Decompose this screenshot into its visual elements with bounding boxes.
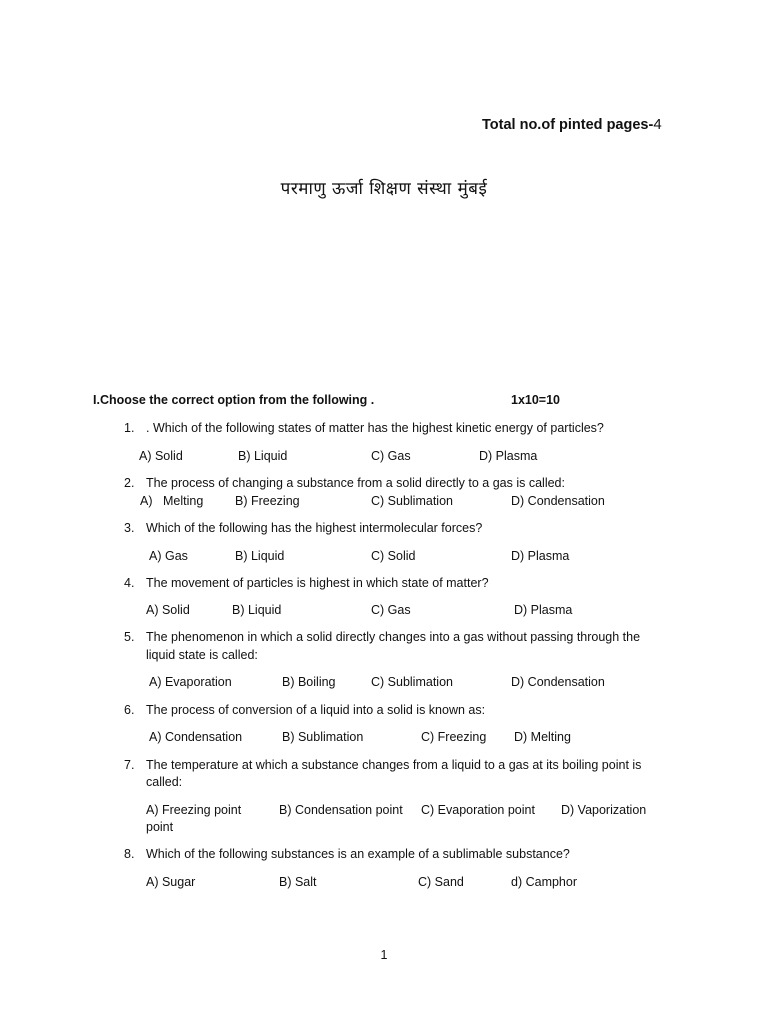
option: point [146,820,174,834]
question-text: liquid state is called: [146,648,258,662]
question-number: 5. [124,630,135,644]
option: B) Sublimation [282,730,364,744]
option: A) [140,494,153,508]
question-number: 2. [124,476,135,490]
option: D) Plasma [514,603,573,617]
option: B) Freezing [235,494,300,508]
question-number: 4. [124,576,135,590]
question-text: The temperature at which a substance changes from a liquid to a gas at its boiling point is [146,758,642,772]
question-number: 1. [124,421,135,435]
option: C) Freezing [421,730,487,744]
question-number: 3. [124,521,135,535]
option: A) Sugar [146,875,196,889]
option: A) Gas [149,549,188,563]
institution-name: परमाणु ऊर्जा शिक्षण संस्था मुंबई [280,179,488,199]
question-number: 8. [124,847,135,861]
option: B) Liquid [232,603,282,617]
option: D) Vaporization [561,803,647,817]
option: d) Camphor [511,875,577,889]
question-text: The phenomenon in which a solid directly changes into a gas without passing through the [146,630,641,644]
option: C) Sublimation [371,494,453,508]
section-marks: 1x10=10 [511,393,561,407]
question-number: 7. [124,758,135,772]
option: A) Condensation [149,730,243,744]
option: D) Condensation [511,494,605,508]
question-number: 6. [124,703,135,717]
option: C) Evaporation point [421,803,535,817]
option: A) Solid [146,603,190,617]
question-text: Which of the following has the highest intermolecular forces? [146,521,483,535]
printed-pages-note [482,116,662,133]
option: B) Condensation point [279,803,403,817]
option: C) Gas [371,449,411,463]
question-text: called: [146,775,183,789]
option: C) Gas [371,603,411,617]
option: D) Plasma [511,549,570,563]
page-number: 1 [380,948,388,962]
question-text: The movement of particles is highest in which state of matter? [146,576,489,590]
question-text: . Which of the following states of matter has the highest kinetic energy of particles? [146,421,604,435]
option: B) Salt [279,875,317,889]
option: C) Sublimation [371,675,453,689]
question-text: Which of the following substances is an example of a sublimable substance? [146,847,570,861]
option: B) Liquid [235,549,285,563]
question-text: The process of changing a substance from a solid directly to a gas is called: [146,476,565,490]
option: D) Plasma [479,449,538,463]
option: A) Solid [139,449,183,463]
printed-pages-label: Total no.of pinted pages- [482,117,654,133]
option: C) Solid [371,549,416,563]
option: A) Evaporation [149,675,232,689]
option: D) Melting [514,730,571,744]
printed-pages-count: 4 [653,116,662,133]
option: A) Freezing point [146,803,242,817]
section-title: I.Choose the correct option from the following . [93,393,375,407]
option: C) Sand [418,875,464,889]
question-text: The process of conversion of a liquid into a solid is known as: [146,703,486,717]
option: Melting [163,494,204,508]
option: D) Condensation [511,675,605,689]
option: B) Boiling [282,675,336,689]
option: B) Liquid [238,449,288,463]
